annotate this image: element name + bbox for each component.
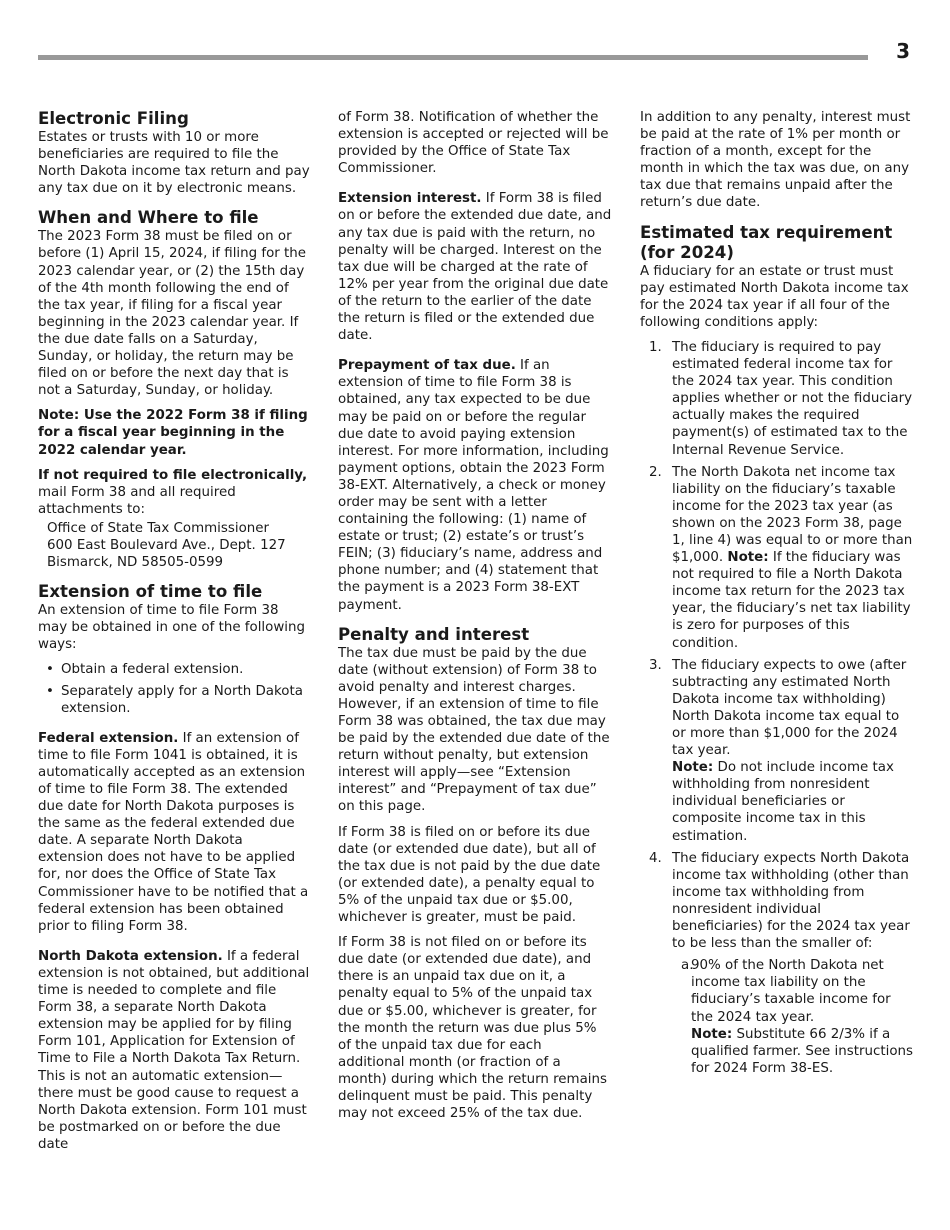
mailing-address: Office of State Tax Commissioner 600 East Boulevard Ave., Dept. 127 Bismarck, ND 58505-0599 (47, 520, 286, 571)
estimated-tax-intro: A fiduciary for an estate or trust must pay estimated North Dakota income tax for the 2024 tax year if all four of the following conditions apply: (640, 263, 909, 330)
prepayment-paragraph: Prepayment of tax due. If an extension of time to file Form 38 is obtained, any tax expected to be due may be paid on or before the regular due date to avoid paying extension interest. For more information, including payment options, obtain the 2023 Form 38-EXT. Alternatively, a check or money order may be sent with a letter containing the following: (1) name of estate or trust; (2) estate’s or trust’s FEIN; (3) fiduciary’s name, address and phone number; and (4) statement that the payment is a 2023 Form 38-EXT payment. (338, 358, 609, 613)
bullet-icon: • (46, 683, 54, 699)
list-item: 3. The fiduciary expects to owe (after subtracting any estimated North Dakota income tax withholding) North Dakota income tax equal to or more than $1,000 for the 2024 tax year. Note: Do not include income tax withholding from nonresident individual beneficiaries or composite income tax in this estimation. (649, 657, 907, 844)
mail-instructions: If not required to file electronically, mail Form 38 and all required attachments to: (38, 467, 308, 517)
column-2 (338, 109, 612, 1122)
extension-text: An extension of time to file Form 38 may be obtained in one of the following ways: (38, 603, 306, 653)
sub-list-item: a. 90% of the North Dakota net income tax liability on the fiduciary’s taxable income for the 2024 tax year. Note: Substitute 66 2/3% if a qualified farmer. See instructions for 2024 Form 38-ES. (681, 958, 913, 1076)
fiscal-year-note: Note: Use the 2022 Form 38 if filing for a fiscal year beginning in the 2022 calendar year. (38, 408, 308, 458)
when-where-heading: When and Where to file (38, 208, 259, 228)
nd-extension-paragraph: North Dakota extension. If a federal extension is not obtained, but additional time is needed to complete and file Form 38, a separate North Dakota extension may be applied for by filing Form 101, Application for Extension of Time to File a North Dakota Tax Return. This is not an automatic extension—there must be good cause to request a North Dakota extension. Form 101 must be postmarked on or before the due date (38, 948, 310, 1152)
header-rule (38, 55, 868, 60)
penalty-paragraph-1: The tax due must be paid by the due date (without extension) of Form 38 to avoid penalty and interest charges. However, if an extension of time to file Form 38 was obtained, the tax due may be paid by the extended due date of the return without penalty, but extension interest will apply—see “Extension interest” and “Prepayment of tax due” on this page. (338, 645, 610, 815)
penalty-heading: Penalty and interest (338, 624, 530, 644)
column-1 (38, 109, 310, 1153)
extension-options-list (38, 661, 310, 716)
when-where-text: The 2023 Form 38 must be filed on or before (1) April 15, 2024, if filing for the 2023 calendar year, or (2) the 15th day of the 4th month following the end of the tax year, if filing for a fiscal year beginning in the 2023 calendar year. If the due date falls on a Saturday, Sunday, or holiday, the return may be filed on or before the next day that is not a Saturday, Sunday, or holiday. (38, 229, 307, 399)
nd-extension-continued: of Form 38. Notification of whether the extension is accepted or rejected will be provided by the Office of State Tax Commissioner. (338, 110, 609, 177)
estimated-tax-heading: Estimated tax requirement (for 2024) (640, 222, 893, 262)
electronic-filing-heading: Electronic Filing (38, 109, 189, 128)
penalty-paragraph-2: If Form 38 is filed on or before its due date (or extended due date), but all of the tax due is not paid by the due date (or extended date), a penalty equal to 5% of the unpaid tax due or $5.00, whichever is greater, must be paid. (338, 824, 601, 926)
list-item: • Separately apply for a North Dakota extension. (46, 683, 303, 716)
list-item: 4. The fiduciary expects North Dakota income tax withholding (other than income tax withholding from nonresident individual beneficiaries) for the 2024 tax year to be less than the smaller of: a. 90% of the North Dakota net income tax liability on the fiduciary’s taxable income for the 2024 tax year. Note: Substitute 66 2/3% if a qualified farmer. See instructions for 2024 Form 38-ES. (649, 850, 913, 1076)
list-item: • Obtain a federal extension. (46, 662, 244, 678)
extension-interest-paragraph: Extension interest. If Form 38 is filed on or before the extended due date, and any tax due is paid with the return, no penalty will be charged. Interest on the tax due will be charged at the rate of 12% per year from the original due date of the return to the earlier of the date the return is filed or the extended due date. (338, 191, 612, 344)
column-3 (640, 109, 914, 1077)
conditions-list (640, 339, 914, 1077)
interest-paragraph: In addition to any penalty, interest must be paid at the rate of 1% per month or fraction of a month, except for the month in which the tax was due, on any tax due that remains unpaid after the return’s due date. (640, 110, 911, 211)
list-item: 2. The North Dakota net income tax liability on the fiduciary’s taxable income for the 2023 tax year (as shown on the 2023 Form 38, page 1, line 4) was equal to or more than $1,000. Note: If the fiduciary was not required to file a North Dakota income tax return for the 2023 tax year, the fiduciary’s net tax liability is zero for purposes of this condition. (649, 464, 913, 651)
bullet-icon: • (46, 662, 54, 678)
page-number: 3 (896, 39, 910, 63)
extension-heading: Extension of time to file (38, 582, 263, 602)
electronic-filing-text: Estates or trusts with 10 or more beneficiaries are required to file the North Dakota income tax return and pay any tax due on it by electronic means. (38, 130, 310, 197)
penalty-paragraph-3: If Form 38 is not filed on or before its due date (or extended due date), and there is an unpaid tax due on it, a penalty equal to 5% of the unpaid tax due or $5.00, whichever is greater, for the month the return was due plus 5% of the unpaid tax due for each additional month (or fraction of a month) during which the return remains delinquent must be paid. This penalty may not exceed 25% of the tax due. (338, 935, 607, 1122)
list-item: 1. The fiduciary is required to pay estimated federal income tax for the 2024 tax year. This condition applies whether or not the fiduciary actually makes the required payment(s) of estimated tax to the Internal Revenue Service. (649, 339, 913, 458)
federal-extension-paragraph: Federal extension. If an extension of time to file Form 1041 is obtained, it is automatically accepted as an extension of time to file Form 38. The extended due date for North Dakota purposes is the same as the federal extended due date. A separate North Dakota extension does not have to be applied for, nor does the Office of State Tax Commissioner have to be notified that a federal extension has been obtained prior to filing Form 38. (38, 730, 309, 934)
